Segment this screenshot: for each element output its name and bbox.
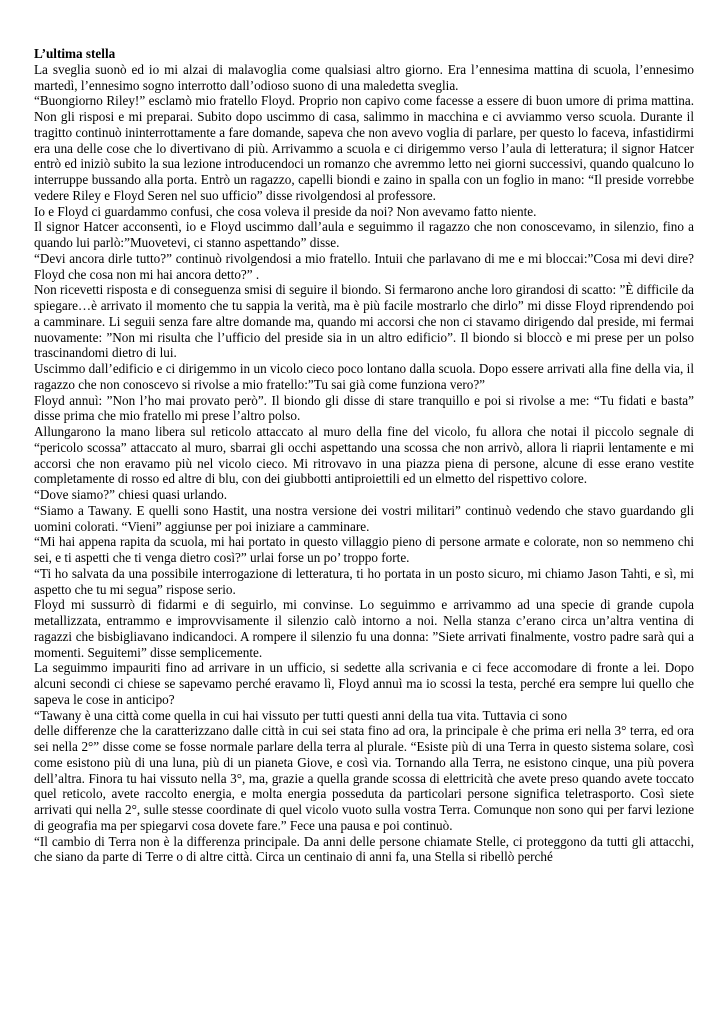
paragraph: Non ricevetti risposta e di conseguenza smisi di seguire il biondo. Si fermarono anche loro girandosi di scatto: ”È difficile da spiegare…è arrivato il momento che tu sappia la verità, ma è più facile mostrarlo che dirlo” mi disse Floyd riprendendo poi a camminare. Li seguii senza fare altre domande ma, quando mi accorsi che non ci stavamo dirigendo dal preside, mi fermai nuovamente: ”Non mi risulta che l’ufficio del preside sia in un altro edificio”. Il biondo si bloccò e mi prese per un polso trascinandomi dietro di lui. xyxy=(34,282,694,361)
paragraph: Floyd annuì: ”Non l’ho mai provato però”. Il biondo gli disse di stare tranquillo e poi si rivolse a me: “Tu fidati e basta” disse prima che mio fratello mi prese l’altro polso. xyxy=(34,392,694,424)
paragraph: “Devi ancora dirle tutto?” continuò rivolgendosi a mio fratello. Intuii che parlavano di me e mi bloccai:”Cosa mi devi dire? Floyd che cosa non mi hai ancora detto?” . xyxy=(34,250,694,282)
paragraph: La sveglia suonò ed io mi alzai di malavoglia come qualsiasi altro giorno. Era l’ennesima mattina di scuola, l’ennesimo martedì, l’ennesimo sogno interrotto dall’odioso suono di una maledetta sveglia. xyxy=(34,61,694,93)
paragraph: Io e Floyd ci guardammo confusi, che cosa voleva il preside da noi? Non avevamo fatto niente. xyxy=(34,203,537,219)
paragraph: “Il cambio di Terra non è la differenza principale. Da anni delle persone chiamate Stelle, ci proteggono da tutti gli attacchi, che siano da parte di Terre o di altre città. Circa un centinaio di anni fa, una Stella si ribellò perché xyxy=(34,833,694,865)
document-title: L’ultima stella xyxy=(34,46,116,61)
paragraph: Uscimmo dall’edificio e ci dirigemmo in un vicolo cieco poco lontano dalla scuola. Dopo essere arrivati alla fine della via, il ragazzo che non conoscevo si rivolse a mio fratello:”Tu sai già come funziona vero?” xyxy=(34,361,694,392)
paragraph: Floyd mi sussurrò di fidarmi e di seguirlo, mi convinse. Lo seguimmo e arrivammo ad una specie di grande cupola metallizzata, entrammo e improvvisamente il silenzio calò intorno a noi. Nella stanza c’erano circa un’altra ventina di ragazzi che bisbigliavano indicandoci. A rompere il silenzio fu una donna: ”Siete arrivati finalmente, vostro padre sarà qui a momenti. Seguitemi” disse semplicemente. xyxy=(34,597,694,660)
paragraph: “Buongiorno Riley!” esclamò mio fratello Floyd. Proprio non capivo come facesse a essere di buon umore di prima mattina. Non gli risposi e mi preparai. Subito dopo uscimmo di casa, salimmo in macchina e ci avviammo verso scuola. Durante il tragitto continuò ininterrottamente a fare domande, sapeva che non avevo voglia di parlare, per questo lo faceva, infastidirmi era una delle cose che lo divertivano di più. Arrivammo a scuola e ci dirigemmo verso l’aula di letteratura; il signor Hatcer entrò ed iniziò subito la sua lezione introducendoci un romanzo che avremmo letto nei giorni successivi, quando qualcuno lo interruppe bussando alla porta. Entrò un ragazzo, capelli biondi e zaino in spalla con un foglio in mano: “Il preside vorrebbe vedere Riley e Floyd Seren nel suo ufficio” disse rivolgendosi al professore. xyxy=(34,93,694,203)
paragraph: “Tawany è una città come quella in cui hai vissuto per tutti questi anni della tua vita. Tuttavia ci sono xyxy=(34,707,568,723)
document-page xyxy=(34,46,694,865)
paragraph: La seguimmo impauriti fino ad arrivare in un ufficio, si sedette alla scrivania e ci fece accomodare di fronte a lei. Dopo alcuni secondi ci chiese se sapevamo perché eravamo lì, Floyd annuì ma io scossi la testa, perché era sempre lui quello che sapeva le cose in anticipo? xyxy=(34,660,694,707)
paragraph: “Ti ho salvata da una possibile interrogazione di letteratura, ti ho portata in un posto sicuro, mi chiamo Jason Tahti, e sì, mi aspetto che tu mi segua” rispose serio. xyxy=(34,565,694,597)
paragraph: “Mi hai appena rapita da scuola, mi hai portato in questo villaggio pieno di persone armate e colorate, non so nemmeno chi sei, e ti aspetti che ti venga dietro così?” urlai forse un po’ troppo forte. xyxy=(34,534,694,565)
paragraph: “Siamo a Tawany. E quelli sono Hastit, una nostra versione dei vostri militari” continuò vedendo che stavo guardando gli uomini colorati. “Vieni” aggiunse per poi iniziare a camminare. xyxy=(34,502,694,534)
paragraph: Allungarono la mano libera sul reticolo attaccato al muro della fine del vicolo, fu allora che notai il piccolo segnale di “pericolo scossa” attaccato al muro, sbarrai gli occhi aspettando una scossa che non arrivò, allora li riaprii lentamente e mi accorsi che non eravamo più nel vicolo cieco. Mi ritrovavo in una piazza piena di persone, alcune di esse erano vestite completamente di rosso ed altre di blu, con dei giubbotti antiproiettili ed un elmetto del rispettivo colore. xyxy=(34,424,694,487)
paragraph: Il signor Hatcer acconsentì, io e Floyd uscimmo dall’aula e seguimmo il ragazzo che non conoscevamo, in silenzio, fino a quando lui parlò:”Muovetevi, ci stanno aspettando” disse. xyxy=(34,219,694,250)
paragraph: “Dove siamo?” chiesi quasi urlando. xyxy=(34,487,227,502)
paragraph: delle differenze che la caratterizzano dalle città in cui sei stata fino ad ora, la principale è che prima eri nella 3° terra, ed ora sei nella 2°” disse come se fosse normale parlare della terra al plurale. “Esiste più di una Terra in questo sistema solare, così come esistono più di una luna, più di un pianeta Giove, e così via. Tornando alla Terra, ne esistono cinque, una più povera dell’altra. Finora tu hai vissuto nella 3°, ma, grazie a quella grande scossa di elettricità che avete preso quando avete toccato quel reticolo, avete raccolto energia, e molta energia posseduta da particolari persone significa teletrasporto. Così siete arrivati qui nella 2°, sulle stesse coordinate di quel vicolo vuoto sulla vostra Terra. Comunque non sono qui per farvi lezione di geografia ma per spiegarvi cosa dovete fare.” Fece una pausa e poi continuò. xyxy=(34,723,694,833)
